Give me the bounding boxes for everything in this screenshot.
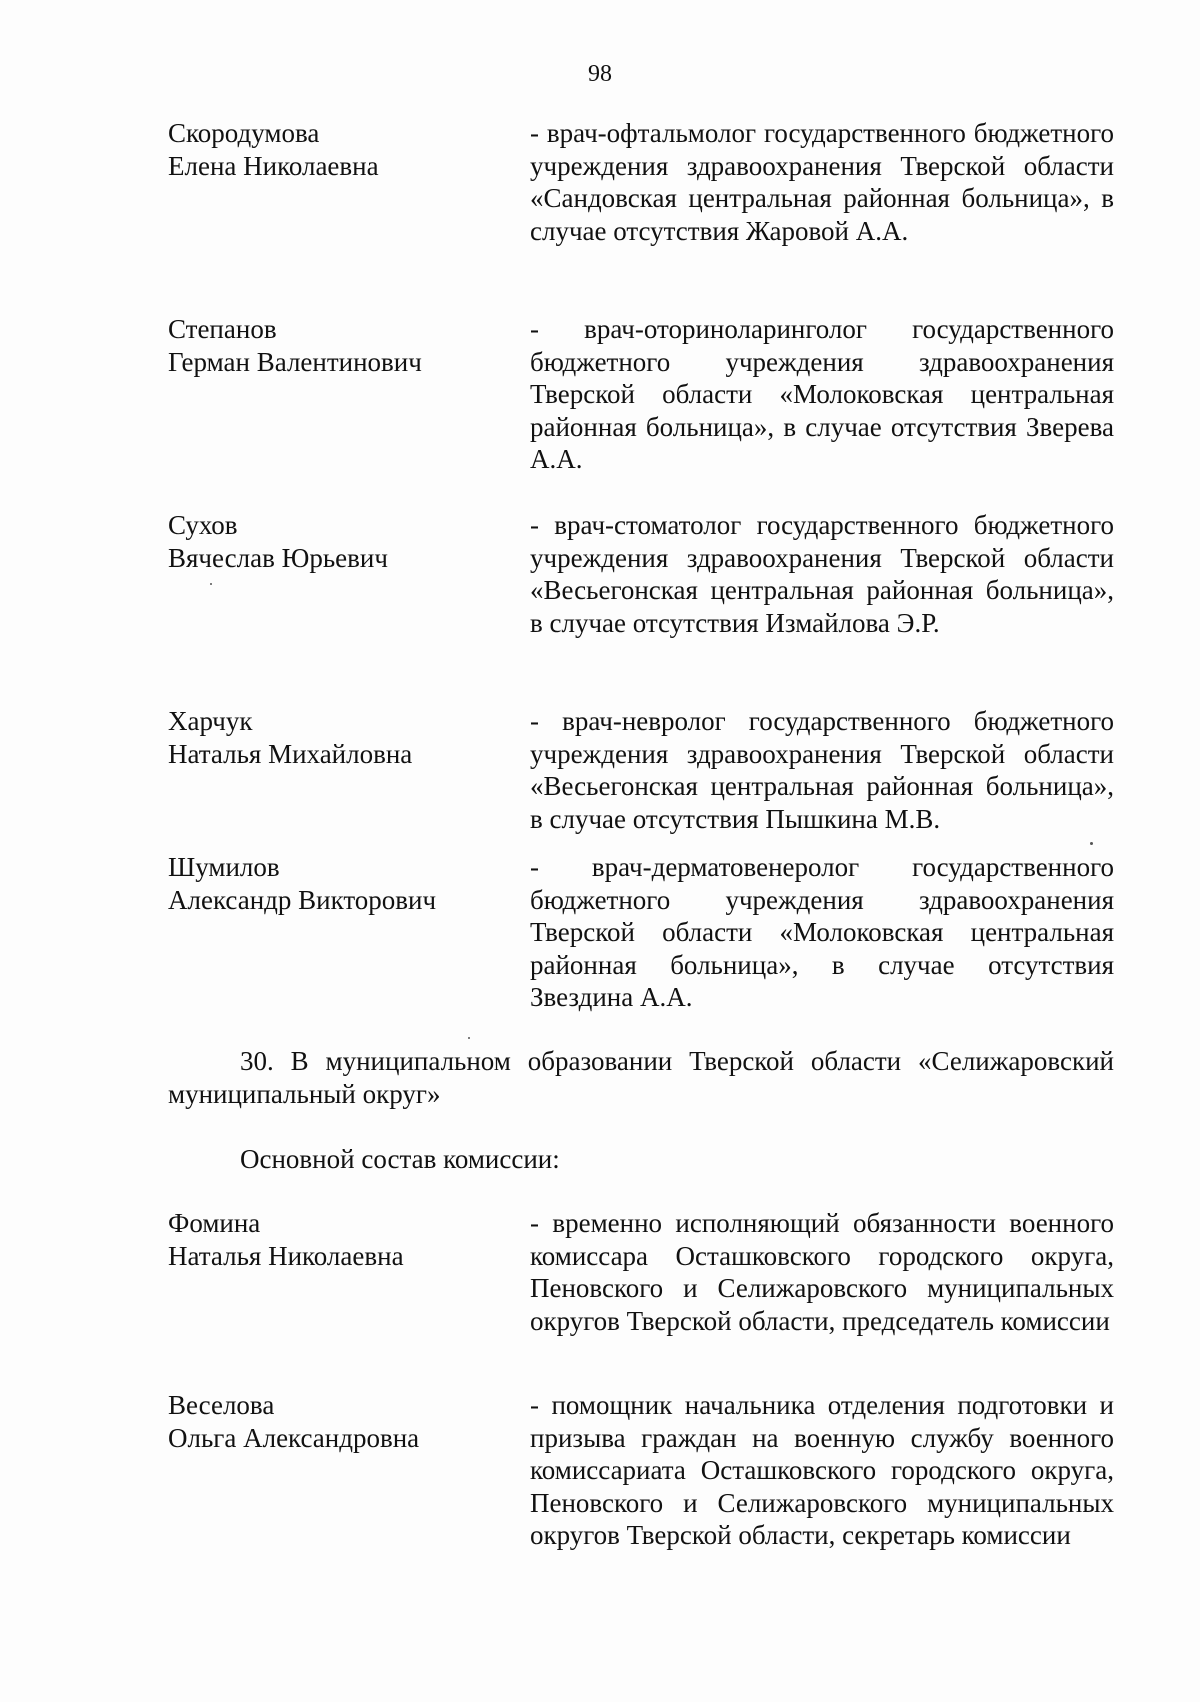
member-surname: Степанов	[168, 314, 277, 344]
member-surname: Веселова	[168, 1390, 275, 1420]
member-role: - врач-офтальмолог государственного бюджетного учреждения здравоохранения Тверской области «Сандовская центральная районная больница», в случае отсутствия Жаровой А.А.	[530, 118, 1114, 246]
member-surname: Фомина	[168, 1208, 261, 1238]
member-surname: Сухов	[168, 510, 238, 540]
member-role: - врач-стоматолог государственного бюджетного учреждения здравоохранения Тверской области «Весьегонская центральная районная больница», в случае отсутствия Измайлова Э.Р.	[530, 510, 1114, 638]
member-given-names: Вячеслав Юрьевич	[168, 542, 388, 573]
member-given-names: Елена Николаевна	[168, 150, 379, 181]
member-given-names: Наталья Михайловна	[168, 738, 413, 769]
member-given-names: Герман Валентинович	[168, 346, 422, 377]
member-name	[168, 851, 528, 916]
member-role: - врач-дерматовенеролог государственного бюджетного учреждения здравоохранения Тверской области «Молоковская центральная районная больница», в случае отсутствия Звездина А.А.	[530, 852, 1114, 1013]
member-given-names: Александр Викторович	[168, 884, 437, 915]
member-role: - врач-оториноларинголог государственного бюджетного учреждения здравоохранения Тверской области «Молоковская центральная районная больница», в случае отсутствия Зверева А.А.	[530, 314, 1114, 475]
scan-speck	[468, 1037, 470, 1039]
page-number: 98	[588, 61, 612, 87]
member-role: - помощник начальника отделения подготовки и призыва граждан на военную службу военного комиссариата Осташковского городского округа, Пеновского и Селижаровского муниципальных округов Тверской области, секретарь комиссии	[530, 1390, 1114, 1551]
member-name	[168, 313, 528, 378]
member-surname: Харчук	[168, 706, 253, 736]
member-name	[168, 117, 528, 182]
member-role: - временно исполняющий обязанности военного комиссара Осташковского городского округа, Пеновского и Селижаровского муниципальных округов Тверской области, председатель комиссии	[530, 1208, 1114, 1336]
section-heading: 30. В муниципальном образовании Тверской области «Селижаровский муниципальный округ»	[168, 1046, 1114, 1109]
member-name	[168, 705, 528, 770]
member-given-names: Наталья Николаевна	[168, 1240, 404, 1271]
member-surname: Шумилов	[168, 852, 280, 882]
member-given-names: Ольга Александровна	[168, 1422, 420, 1453]
member-name	[168, 1389, 528, 1454]
member-name	[168, 1207, 528, 1272]
member-role: - врач-невролог государственного бюджетного учреждения здравоохранения Тверской области «Весьегонская центральная районная больница», в случае отсутствия Пышкина М.В.	[530, 706, 1114, 834]
scan-speck	[1090, 842, 1093, 845]
scan-speck	[210, 583, 212, 585]
section-subheading: Основной состав комиссии:	[240, 1144, 560, 1174]
member-surname: Скородумова	[168, 118, 320, 148]
member-name	[168, 509, 528, 574]
